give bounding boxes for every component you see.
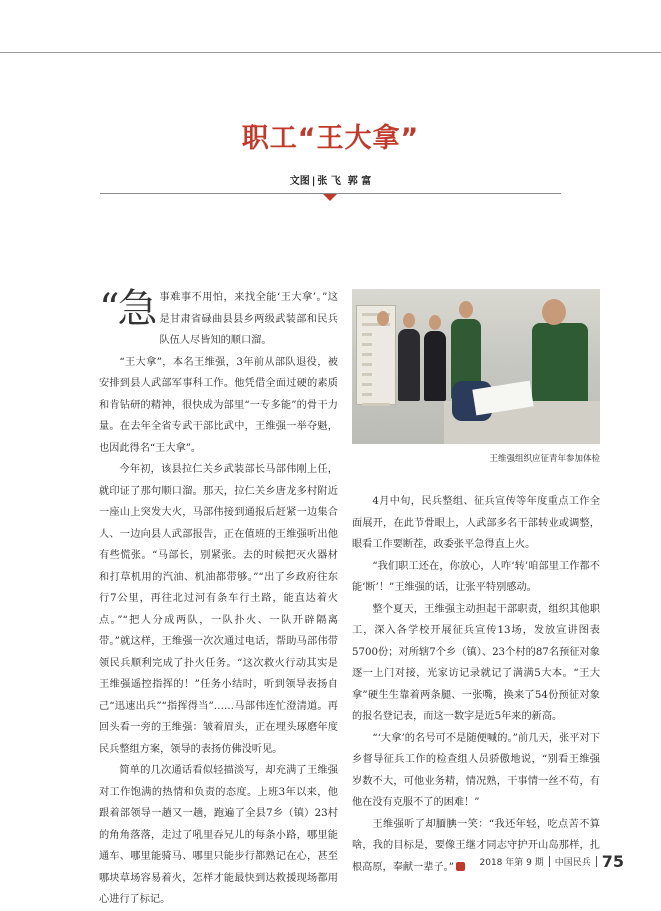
article-title: 职工“王大拿” <box>241 123 420 154</box>
divider-triangle-icon <box>323 194 337 201</box>
intro-text: 事难事不用怕，来找全能‘王大拿’。”这是甘肃省碌曲县县乡两级武装部和民兵队伍人尽皆知的顺口溜。 <box>159 292 338 346</box>
left-paragraph-2: 今年初，该县拉仁关乡武装部长马部伟刚上任，就印证了那句顺口溜。那天，拉仁关乡唐龙多村附近一座山上突发大火，马部伟接到通报后赶紧一边集合人、一边向县人武部报告，正在值班的王维强听出他有些慌张。“马部长，别紧张。去的时候把灭火器材和打草机用的汽油、机油都带够。”“出了乡政府往东行7公里，再往北过河有条车行土路，能直达着火点。”“把人分成两队，一队扑火、一队开辟隔离带。”就这样，王维强一次次通过电话，帮助马部伟带领民兵顺利完成了扑火任务。“这次救火行动其实是王维强遥控指挥的！”任务小结时，听到领导表扬自己“迅速出兵”“指挥得当”……马部伟连忙澄清道。再回头看一旁的王维强：皱着眉头，正在埋头琢磨年度民兵整组方案，领导的表扬仿佛没听见。 <box>99 464 338 755</box>
byline: 文图 | 张 飞 郭 富 <box>289 176 372 187</box>
article-photo <box>352 289 600 444</box>
issue-label: 2018 年第 9 期 <box>479 858 544 868</box>
left-paragraph-3: 简单的几次通话看似轻描淡写，却充满了王维强对工作饱满的热情和负责的态度。上班3年以来，他跟着部领导一趟又一趟，跑遍了全县7乡（镇）23村的角角落落，走过了吼里吞兄儿的每条小路，哪里能通车、哪里能骑马、哪里只能步行都熟记在心，甚至哪块草场容易着火，怎样才能最快到达救援现场都用心进行了标记。 <box>99 765 338 905</box>
byline-author: 张 飞 郭 富 <box>317 176 372 187</box>
left-column <box>99 287 338 911</box>
page-footer <box>480 852 625 871</box>
person-figure <box>424 331 446 401</box>
right-column <box>352 491 600 878</box>
end-mark-icon <box>456 862 465 871</box>
photo-caption: 王维强组织应征青年参加体检 <box>489 454 600 464</box>
person-figure <box>398 329 420 401</box>
left-paragraph-1: “王大拿”，本名王维强，3年前从部队退役，被安排到县人武部军事科工作。他凭借全面过硬的素质和肯钻研的精神，很快成为部里“一专多能”的骨干力量。在去年全省专武干部比武中，王维强一举夺魁，也因此得名“王大拿”。 <box>99 356 338 454</box>
right-paragraph-4: “‘大拿’的名号可不是随便喊的。”前几天，张平对下乡督导征兵工作的检查组人员骄傲地说，“别看王维强岁数不大，可他业务精，情况熟，干事情一丝不苟，有他在没有克服不了的困难！” <box>352 732 600 808</box>
page-number: 75 <box>601 852 624 871</box>
person-figure <box>372 327 394 399</box>
right-paragraph-2: “我们职工还在，你放心，人咋‘转’咱部里工作都不能‘断’！”王维强的话，让张平特别感动。 <box>352 560 600 593</box>
right-paragraph-1: 4月中旬，民兵整组、征兵宣传等年度重点工作全面展开，在此节骨眼上，人武部多名干部转业或调整，眼看工作要断茬，政委张平急得直上火。 <box>352 496 600 550</box>
right-paragraph-3: 整个夏天，王维强主动担起干部职责，组织其他职工，深入各学校开展征兵宣传13场，发放宣讲图表5700份；对所辖7个乡（镇）、23个村的87名预征对象逐一上门对接，光家访记录就记了满满5大本。“王大拿”硬生生靠着两条腿、一张嘴，换来了54份预征对象的报名登记表，而这一数字是近5年来的新高。 <box>352 603 600 722</box>
dropcap: “急 <box>99 286 156 332</box>
right-paragraph-5-text: 王维强听了却腼腆一笑：“我还年轻，吃点苦不算啥，我的目标是，要像王继才同志守护开山岛那样，扎根高原，奉献一辈子。” <box>352 818 600 873</box>
intro-paragraph <box>99 287 338 352</box>
magazine-name: 中国民兵 <box>554 858 591 868</box>
byline-prefix: 文图 <box>289 176 310 187</box>
top-rule <box>0 52 661 53</box>
